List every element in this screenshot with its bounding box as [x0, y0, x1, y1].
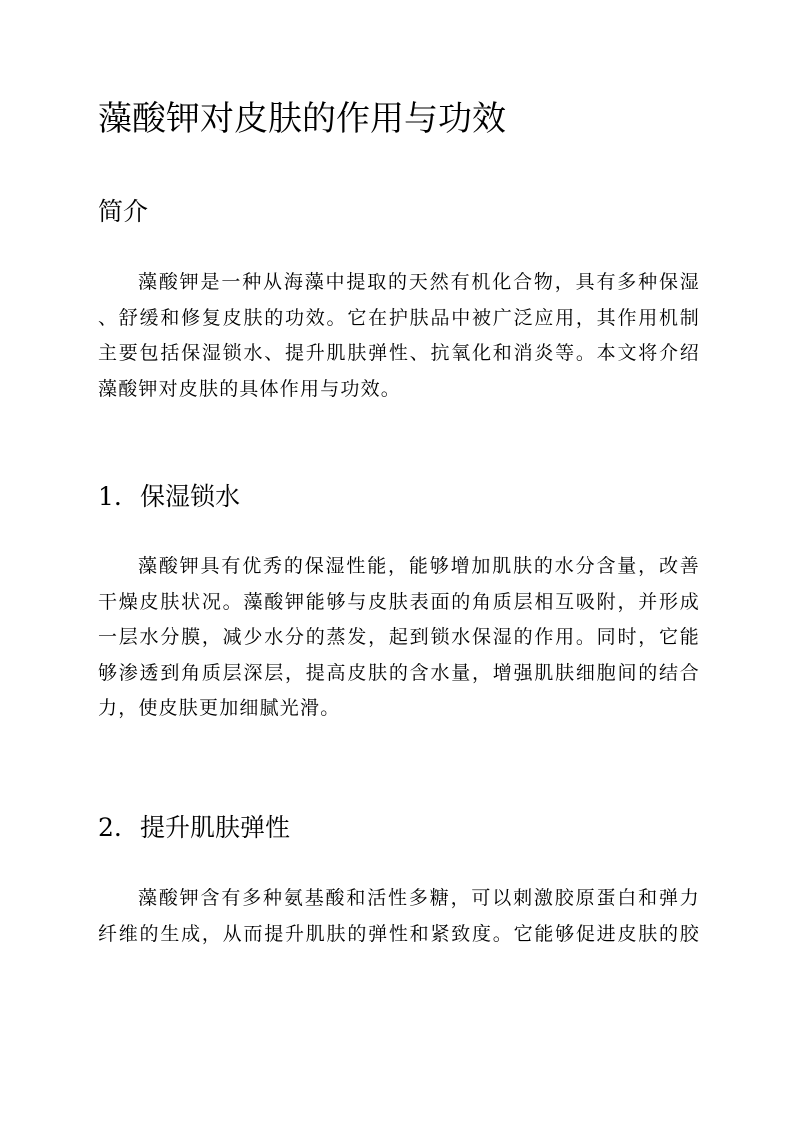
- intro-heading: 简介: [98, 197, 149, 226]
- paragraph-line: 纤维的生成，从而提升肌肤的弹性和紧致度。它能够促进皮肤的胶: [98, 922, 700, 945]
- paragraph-line: 主要包括保湿锁水、提升肌肤弹性、抗氧化和消炎等。本文将介绍: [98, 342, 700, 365]
- intro-paragraph: [98, 265, 700, 407]
- section-2-heading: [98, 808, 290, 848]
- section-title: 保湿锁水: [140, 482, 241, 511]
- paragraph-line: 藻酸钾具有优秀的保湿性能，能够增加肌肤的水分含量，改善: [138, 555, 700, 577]
- section-1-heading: [98, 477, 240, 517]
- paragraph-line: 干燥皮肤状况。藻酸钾能够与皮肤表面的角质层相互吸附，并形成: [98, 590, 700, 613]
- section-title: 提升肌肤弹性: [140, 813, 291, 842]
- document-title: 藻酸钾对皮肤的作用与功效: [98, 99, 506, 139]
- paragraph-line: 力，使皮肤更加细腻光滑。: [98, 697, 341, 720]
- section-number: 1.: [98, 482, 122, 511]
- paragraph-line: 一层水分膜，减少水分的蒸发，起到锁水保湿的作用。同时，它能: [98, 626, 700, 649]
- paragraph-line: 藻酸钾含有多种氨基酸和活性多糖，可以刺激胶原蛋白和弹力: [138, 887, 700, 909]
- paragraph-line: 藻酸钾对皮肤的具体作用与功效。: [98, 377, 402, 400]
- section-2-paragraph: [98, 881, 700, 952]
- paragraph-line: 、舒缓和修复皮肤的功效。它在护肤品中被广泛应用，其作用机制: [98, 306, 700, 329]
- paragraph-line: 藻酸钾是一种从海藻中提取的天然有机化合物，具有多种保湿: [138, 271, 700, 293]
- paragraph-line: 够渗透到角质层深层，提高皮肤的含水量，增强肌肤细胞间的结合: [98, 661, 700, 684]
- section-1-paragraph: [98, 549, 700, 727]
- section-number: 2.: [98, 813, 122, 842]
